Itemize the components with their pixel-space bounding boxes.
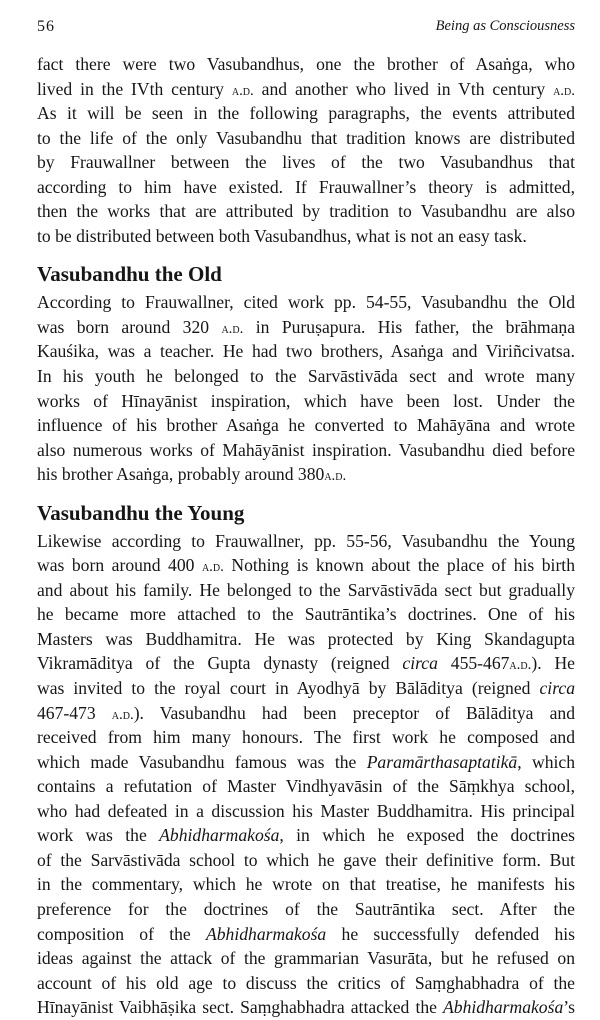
text-line: and about his family. He belonged to the Sarvāstivāda sect but gradually bbox=[37, 579, 575, 600]
text-line: which made Vasubandhu famous was the Paramārthasaptatikā, which bbox=[37, 751, 575, 772]
text-line: to be distributed between both Vasubandhus, what is not an easy task. bbox=[37, 225, 527, 246]
text-line: ideas against the attack of the grammarian Vasurāta, but he refused on bbox=[37, 948, 575, 969]
text-line: received from him many honours. The first work he composed and bbox=[37, 727, 575, 748]
text-line: Hīnayānist Vaibhāṣika sect. Saṃghabhadra attacked the Abhidharmakośa’s bbox=[37, 997, 575, 1018]
page-body bbox=[37, 52, 575, 1020]
text-line: lived in the IVth century a.d. and another who lived in Vth century a.d. bbox=[37, 78, 575, 99]
text-line: account of his old age to discuss the critics of Saṃghabhadra of the bbox=[37, 972, 575, 993]
text-line: According to Frauwallner, cited work pp. 54-55, Vasubandhu the Old bbox=[37, 292, 575, 313]
text-line: then the works that are attributed by tradition to Vasubandhu are also bbox=[37, 201, 575, 222]
text-line: influence of his brother Asaṅga he converted to Mahāyāna and wrote bbox=[37, 415, 575, 436]
text-line: Likewise according to Frauwallner, pp. 55-56, Vasubandhu the Young bbox=[37, 530, 575, 551]
text-line: who had defeated in a discussion his Master Buddhamitra. His principal bbox=[37, 800, 575, 821]
text-line: Vikramāditya of the Gupta dynasty (reigned circa 455-467a.d.). He bbox=[37, 653, 575, 674]
text-line: contains a refutation of Master Vindhyavāsin of the Sāṃkhya school, bbox=[37, 776, 575, 797]
text-line: fact there were two Vasubandhus, one the brother of Asaṅga, who bbox=[37, 54, 575, 74]
text-line: his brother Asaṅga, probably around 380a.d. bbox=[37, 464, 347, 485]
page-header bbox=[37, 18, 575, 40]
text-line: he became more attached to the Sautrāntika’s doctrines. One of his bbox=[37, 604, 575, 625]
text-line: according to him have existed. If Frauwallner’s theory is admitted, bbox=[37, 176, 575, 197]
text-line: work was the Abhidharmakośa, in which he exposed the doctrines bbox=[37, 825, 575, 846]
section-heading-young: Vasubandhu the Young bbox=[37, 500, 245, 525]
text-line: 467-473 a.d.). Vasubandhu had been preceptor of Bālāditya and bbox=[37, 702, 575, 723]
text-line: of the Sarvāstivāda school to which he gave their definitive form. But bbox=[37, 849, 575, 870]
text-line: also numerous works of Mahāyānist inspiration. Vasubandhu died before bbox=[37, 439, 575, 460]
text-line: to the life of the only Vasubandhu that tradition knows are distributed bbox=[37, 127, 575, 148]
text-line: Masters was Buddhamitra. He was protected by King Skandagupta bbox=[37, 628, 575, 649]
text-line: was invited to the royal court in Ayodhyā by Bālāditya (reigned circa bbox=[37, 678, 575, 699]
text-line: was born around 320 a.d. in Puruṣapura. His father, the brāhmaṇa bbox=[37, 316, 575, 337]
text-line: Kauśika, was a teacher. He had two brothers, Asaṅga and Viriñcivatsa. bbox=[37, 341, 575, 362]
text-line: was born around 400 a.d. Nothing is known about the place of his birth bbox=[37, 555, 575, 576]
text-line: by Frauwallner between the lives of the two Vasubandhus that bbox=[37, 152, 575, 173]
text-line: works of Hīnayānist inspiration, which have been lost. Under the bbox=[37, 390, 575, 411]
text-line: In his youth he belonged to the Sarvāstivāda sect and wrote many bbox=[37, 366, 575, 387]
paragraph-old bbox=[37, 290, 575, 486]
paragraph-young bbox=[37, 529, 575, 1020]
running-title: Being as Consciousness bbox=[435, 18, 575, 34]
text-line: preference for the doctrines of the Sautrāntika sect. After the bbox=[37, 898, 575, 919]
text-line: composition of the Abhidharmakośa he successfully defended his bbox=[37, 923, 575, 944]
text-line: in the commentary, which he wrote on that treatise, he manifests his bbox=[37, 874, 575, 895]
section-heading-old: Vasubandhu the Old bbox=[37, 262, 222, 287]
page-number: 56 bbox=[37, 18, 55, 35]
text-line: As it will be seen in the following paragraphs, the events attributed bbox=[37, 103, 575, 124]
intro-paragraph bbox=[37, 52, 575, 248]
